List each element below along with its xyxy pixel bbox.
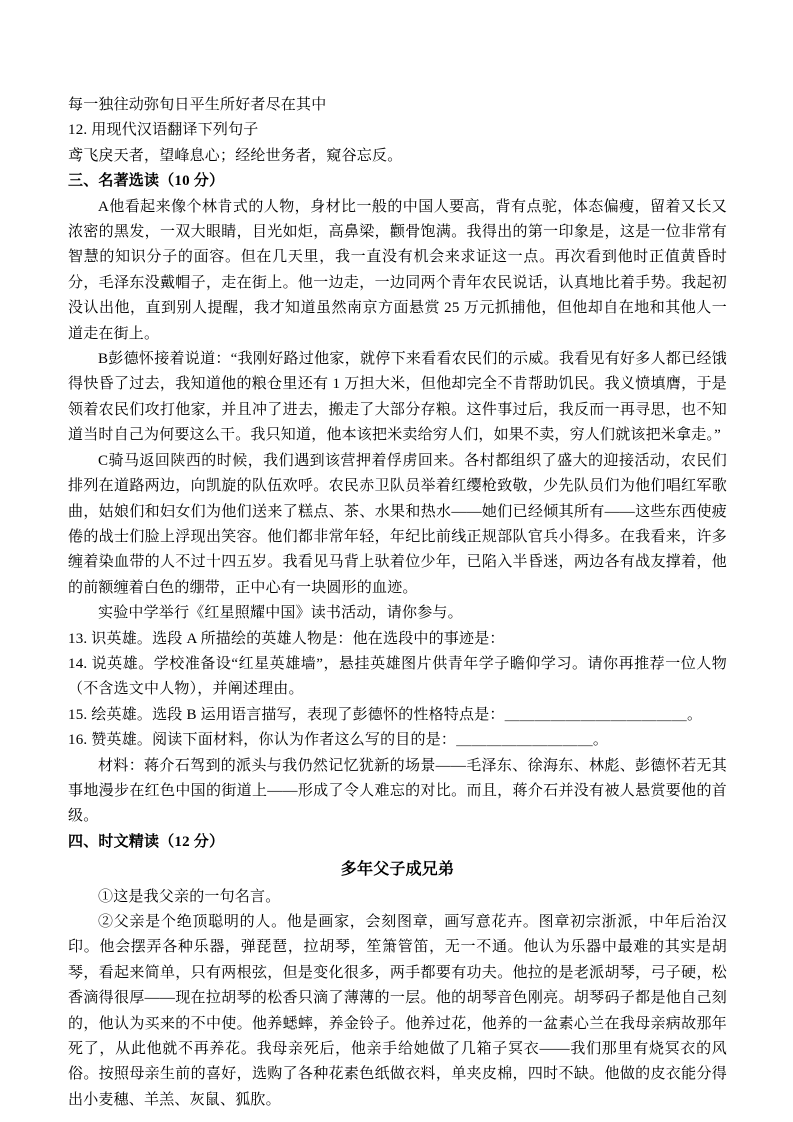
question-15: 15. 绘英雄。选段 B 运用语言描写，表现了彭德怀的性格特点是：＿＿＿＿＿＿＿＿＿＿＿＿。 [68, 706, 703, 723]
question-13: 13. 识英雄。选段 A 所描绘的英雄人物是：他在选段中的事迹是： [68, 630, 505, 647]
question-12: 12. 用现代汉语翻译下列句子 [68, 122, 259, 139]
essay-para-2: ②父亲是个绝顶聪明的人。他是画家，会刻图章，画写意花卉。图章初宗浙派，中年后治汉印。他会摆弄各种乐器，弹琵琶，拉胡琴，笙箫管笛，无一不通。他认为乐器中最难的其实是胡琴，看起来简单，只有两根弦，但是变化很多，两手都要有功夫。他拉的是老派胡琴，弓子硬，松香滴得很厚——现在拉胡琴的松香只滴了薄薄的一层。他的胡琴音色刚亮。胡琴码子都是他自己刻的，他认为买来的不中使。他养蟋蟀，养金铃子。他养过花，他养的一盆素心兰在我母亲病故那年死了，从此他就不再养花。我母亲死后，他亲手给她做了几箱子冥衣——我们那里有烧冥衣的风俗。按照母亲生前的喜好，选购了各种花素色纸做衣料，单夹皮棉，四时不缺。他做的皮衣能分得出小麦穗、羊羔、灰鼠、狐肷。 [68, 914, 727, 1108]
section-4-heading: 四、时文精读（12 分） [68, 833, 225, 850]
classical-fragment-line: 每一独往动弥旬日平生所好者尽在其中 [68, 97, 327, 113]
activity-intro: 实验中学举行《红星照耀中国》读书活动，请你参与。 [98, 605, 463, 622]
section-3-heading: 三、名著选读（10 分） [68, 173, 225, 190]
essay-title: 多年父子成兄弟 [340, 861, 455, 879]
essay-para-1: ①这是我父亲的一句名言。 [98, 888, 281, 905]
passage-b: B彭德怀接着说道：“我刚好路过他家，就停下来看看农民们的示威。我看见有好多人都已经饿得快昏了过去，我知道他的粮仓里还有 1 万担大米，但他却完全不肯帮助饥民。我义愤填膺，于是领着农民们攻打他家，并且冲了进去，搬走了大部分存粮。这件事过后，我反而一再寻思，也不知道当时自己为何要这么干。我只知道，他本该把米卖给穷人们，如果不卖，穷人们就该把米拿走。” [68, 351, 727, 444]
passage-c: C骑马返回陕西的时候，我们遇到该营押着俘虏回来。各村都组织了盛大的迎接活动，农民们排列在道路两边，向凯旋的队伍欢呼。农民赤卫队员举着红缨枪致敬，少先队员们为他们唱红军歌曲，姑娘们和妇女们为他们送来了糕点、茶、水果和热水——她们已经倾其所有——这些东西使疲倦的战士们脸上浮现出笑容。他们都非常年轻，年纪比前线正规部队官兵小得多。在我看来，许多缠着染血带的人不过十四五岁。我看见马背上驮着位少年，已陷入半昏迷，两边各有战友撑着，他的前额缠着白色的绷带，正中心有一块圆形的血迹。 [68, 452, 727, 596]
sentence-to-translate: 鸢飞戾天者，望峰息心；经纶世务者，窥谷忘反。 [68, 147, 403, 164]
question-16: 16. 赞英雄。阅读下面材料，你认为作者这么写的目的是：＿＿＿＿＿＿＿＿＿。 [68, 732, 609, 749]
material-paragraph: 材料：蒋介石驾到的派头与我仍然记忆犹新的场景——毛泽东、徐海东、林彪、彭德怀若无其事地漫步在红色中国的街道上——形成了令人难忘的对比。而且，蒋介石并没有被人悬赏要他的首级。 [68, 757, 727, 825]
passage-a: A他看起来像个林肯式的人物，身材比一般的中国人要高，背有点驼，体态偏瘦，留着又长又浓密的黑发，一双大眼睛，目光如炬，高鼻梁，颧骨饱满。我得出的第一印象是，这是一位非常有智慧的知识分子的面容。但在几天里，我一直没有机会来求证这一点。再次看到他时正值黄昏时分，毛泽东没戴帽子，走在街上。他一边走，一边同两个青年农民说话，认真地比着手势。我起初没认出他，直到别人提醒，我才知道虽然南京方面悬赏 25 万元抓捕他，但他却自在地和其他人一道走在街上。 [68, 198, 727, 342]
question-14: 14. 说英雄。学校准备设“红星英雄墙”，悬挂英雄图片供青年学子瞻仰学习。请你再推荐一位人物（不含选文中人物），并阐述理由。 [68, 655, 727, 698]
